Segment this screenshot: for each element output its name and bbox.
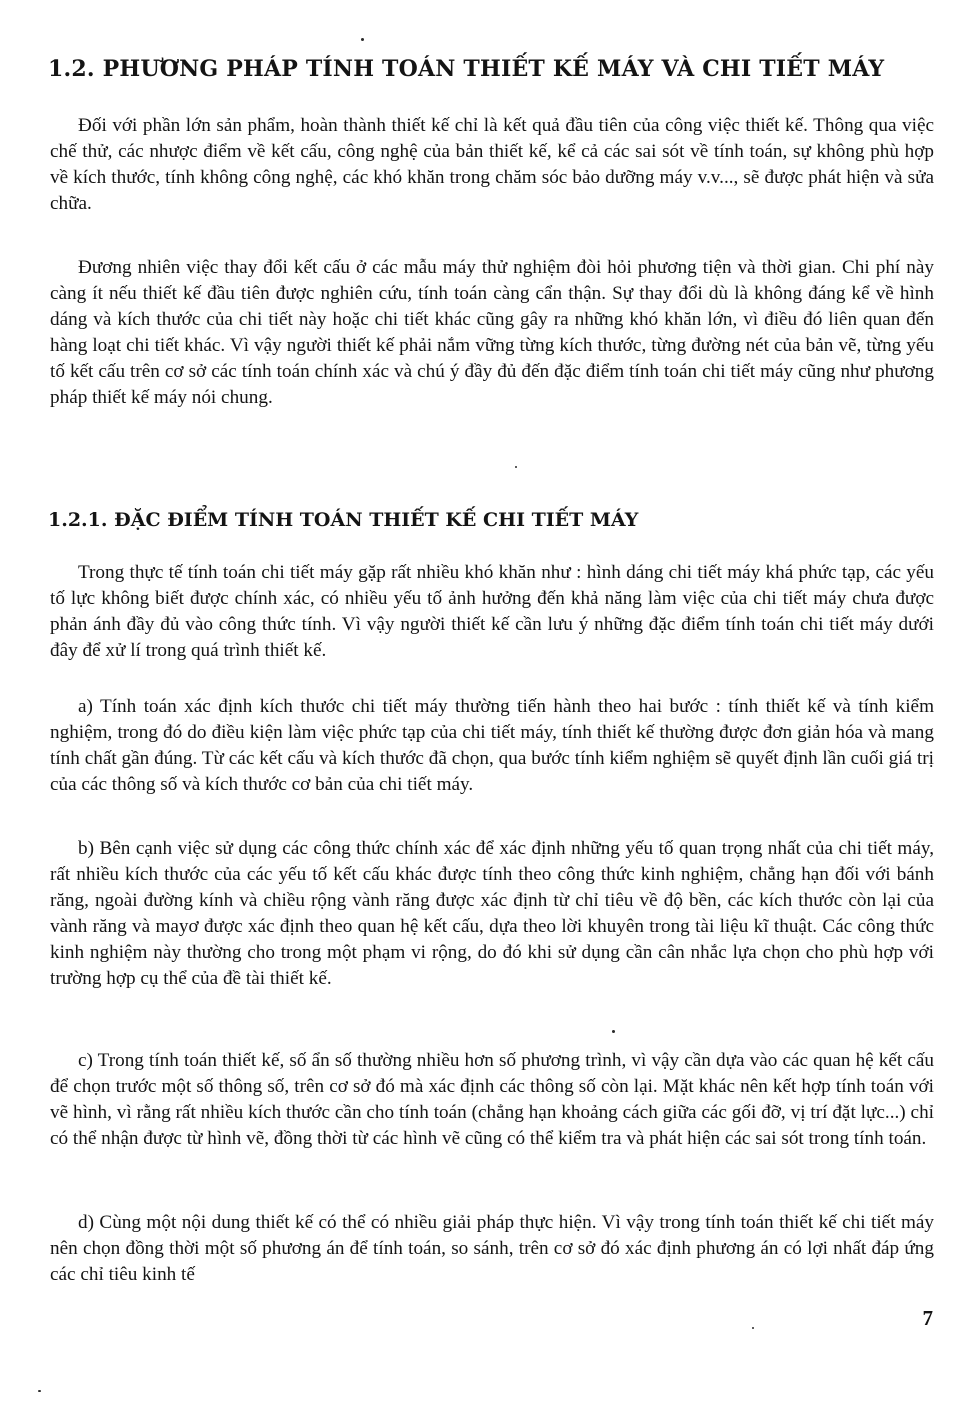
page-number: 7 xyxy=(922,1306,933,1330)
list-item-b: b) Bên cạnh việc sử dụng các công thức chính xác để xác định những yếu tố quan trọng nhất của chi tiết máy, rất nhiều kích thước của các yếu tố kết cấu khác được tính theo công thức kinh nghiệm, chẳng hạn đối với bánh răng, ngoài đường kính và chiều rộng vành răng được xác định từ chỉ tiêu về độ bền, các kích thước còn lại của vành răng và mayơ được xác định theo quan hệ kết cấu, dựa theo lời khuyên trong tài liệu kĩ thuật. Các công thức kinh nghiệm này thường cho trong một phạm vi rộng, do đó khi sử dụng cần cân nhắc lựa chọn cho phù hợp với trường hợp cụ thể của đề tài thiết kế. xyxy=(50,838,934,990)
scan-speck xyxy=(38,1390,41,1392)
subsection-intro-paragraph: Trong thực tế tính toán chi tiết máy gặp rất nhiều khó khăn như : hình dáng chi tiết máy khá phức tạp, các yếu tố lực không biết được chính xác, có nhiều yếu tố ảnh hưởng đến khả năng làm việc của chi tiết máy chưa được phản ánh đầy đủ vào công thức tính. Vì vậy người thiết kế cần lưu ý những đặc điểm tính toán chi tiết máy dưới đây để xử lí trong quá trình thiết kế. xyxy=(50,562,934,662)
list-item-d: d) Cùng một nội dung thiết kế có thể có nhiều giải pháp thực hiện. Vì vậy trong tính toán thiết kế chi tiết máy nên chọn đồng thời một số phương án để tính toán, so sánh, trên cơ sở đó xác định phương án có lợi nhất đáp ứng các chỉ tiêu kinh tế xyxy=(50,1212,934,1286)
subsection-heading: 1.2.1. ĐẶC ĐIỂM TÍNH TOÁN THIẾT KẾ CHI TIẾT MÁY xyxy=(48,509,639,531)
scan-speck xyxy=(612,1030,615,1033)
scan-speck xyxy=(515,466,517,468)
section-heading: 1.2. PHƯƠNG PHÁP TÍNH TOÁN THIẾT KẾ MÁY VÀ CHI TIẾT MÁY xyxy=(48,56,885,82)
list-item-a: a) Tính toán xác định kích thước chi tiết máy thường tiến hành theo hai bước : tính thiết kế và tính kiểm nghiệm, trong đó do điều kiện làm việc phức tạp của chi tiết máy, tính thiết kế thường được đơn giản hóa và mang tính chất gần đúng. Từ các kết cấu và kích thước đã chọn, qua bước tính kiểm nghiệm sẽ quyết định lần cuối giá trị của các thông số và kích thước cơ bản của chi tiết máy. xyxy=(50,696,934,796)
scan-speck xyxy=(752,1327,754,1329)
list-item-c: c) Trong tính toán thiết kế, số ẩn số thường nhiều hơn số phương trình, vì vậy cần dựa vào các quan hệ kết cấu để chọn trước một số thông số, trên cơ sở đó mà xác định các thông số còn lại. Mặt khác nên kết hợp tính toán với vẽ hình, vì rằng rất nhiều kích thước cần cho tính toán (chẳng hạn khoảng cách giữa các gối đỡ, vị trí đặt lực...) chỉ có thể nhận được từ hình vẽ, đồng thời từ các hình vẽ cũng có thể kiểm tra và phát hiện các sai sót trong tính toán. xyxy=(50,1050,934,1150)
section-paragraph-1: Đối với phần lớn sản phẩm, hoàn thành thiết kế chỉ là kết quả đầu tiên của công việc thiết kế. Thông qua việc chế thử, các nhược điểm về kết cấu, công nghệ của bản thiết kế, kể cả các sai sót về tính toán, sự không phù hợp về kích thước, tính không công nghệ, các khó khăn trong chăm sóc bảo dưỡng máy v.v..., sẽ được phát hiện và sửa chữa. xyxy=(50,115,934,215)
scan-speck xyxy=(361,38,364,41)
section-paragraph-2: Đương nhiên việc thay đổi kết cấu ở các mẫu máy thử nghiệm đòi hỏi phương tiện và thời gian. Chi phí này càng ít nếu thiết kế đầu tiên được nghiên cứu, tính toán càng cẩn thận. Sự thay đổi dù là không đáng kể về hình dáng và kích thước của chi tiết này hoặc chi tiết khác cũng gây ra những khó khăn lớn, vì điều đó liên quan đến hàng loạt chi tiết khác. Vì vậy người thiết kế phải nắm vững từng kích thước, từng đường nét của bản vẽ, từng yếu tố kết cấu trên cơ sở các tính toán chính xác và chú ý đầy đủ đến đặc điểm tính toán chi tiết máy cũng như phương pháp thiết kế máy nói chung. xyxy=(50,257,934,409)
